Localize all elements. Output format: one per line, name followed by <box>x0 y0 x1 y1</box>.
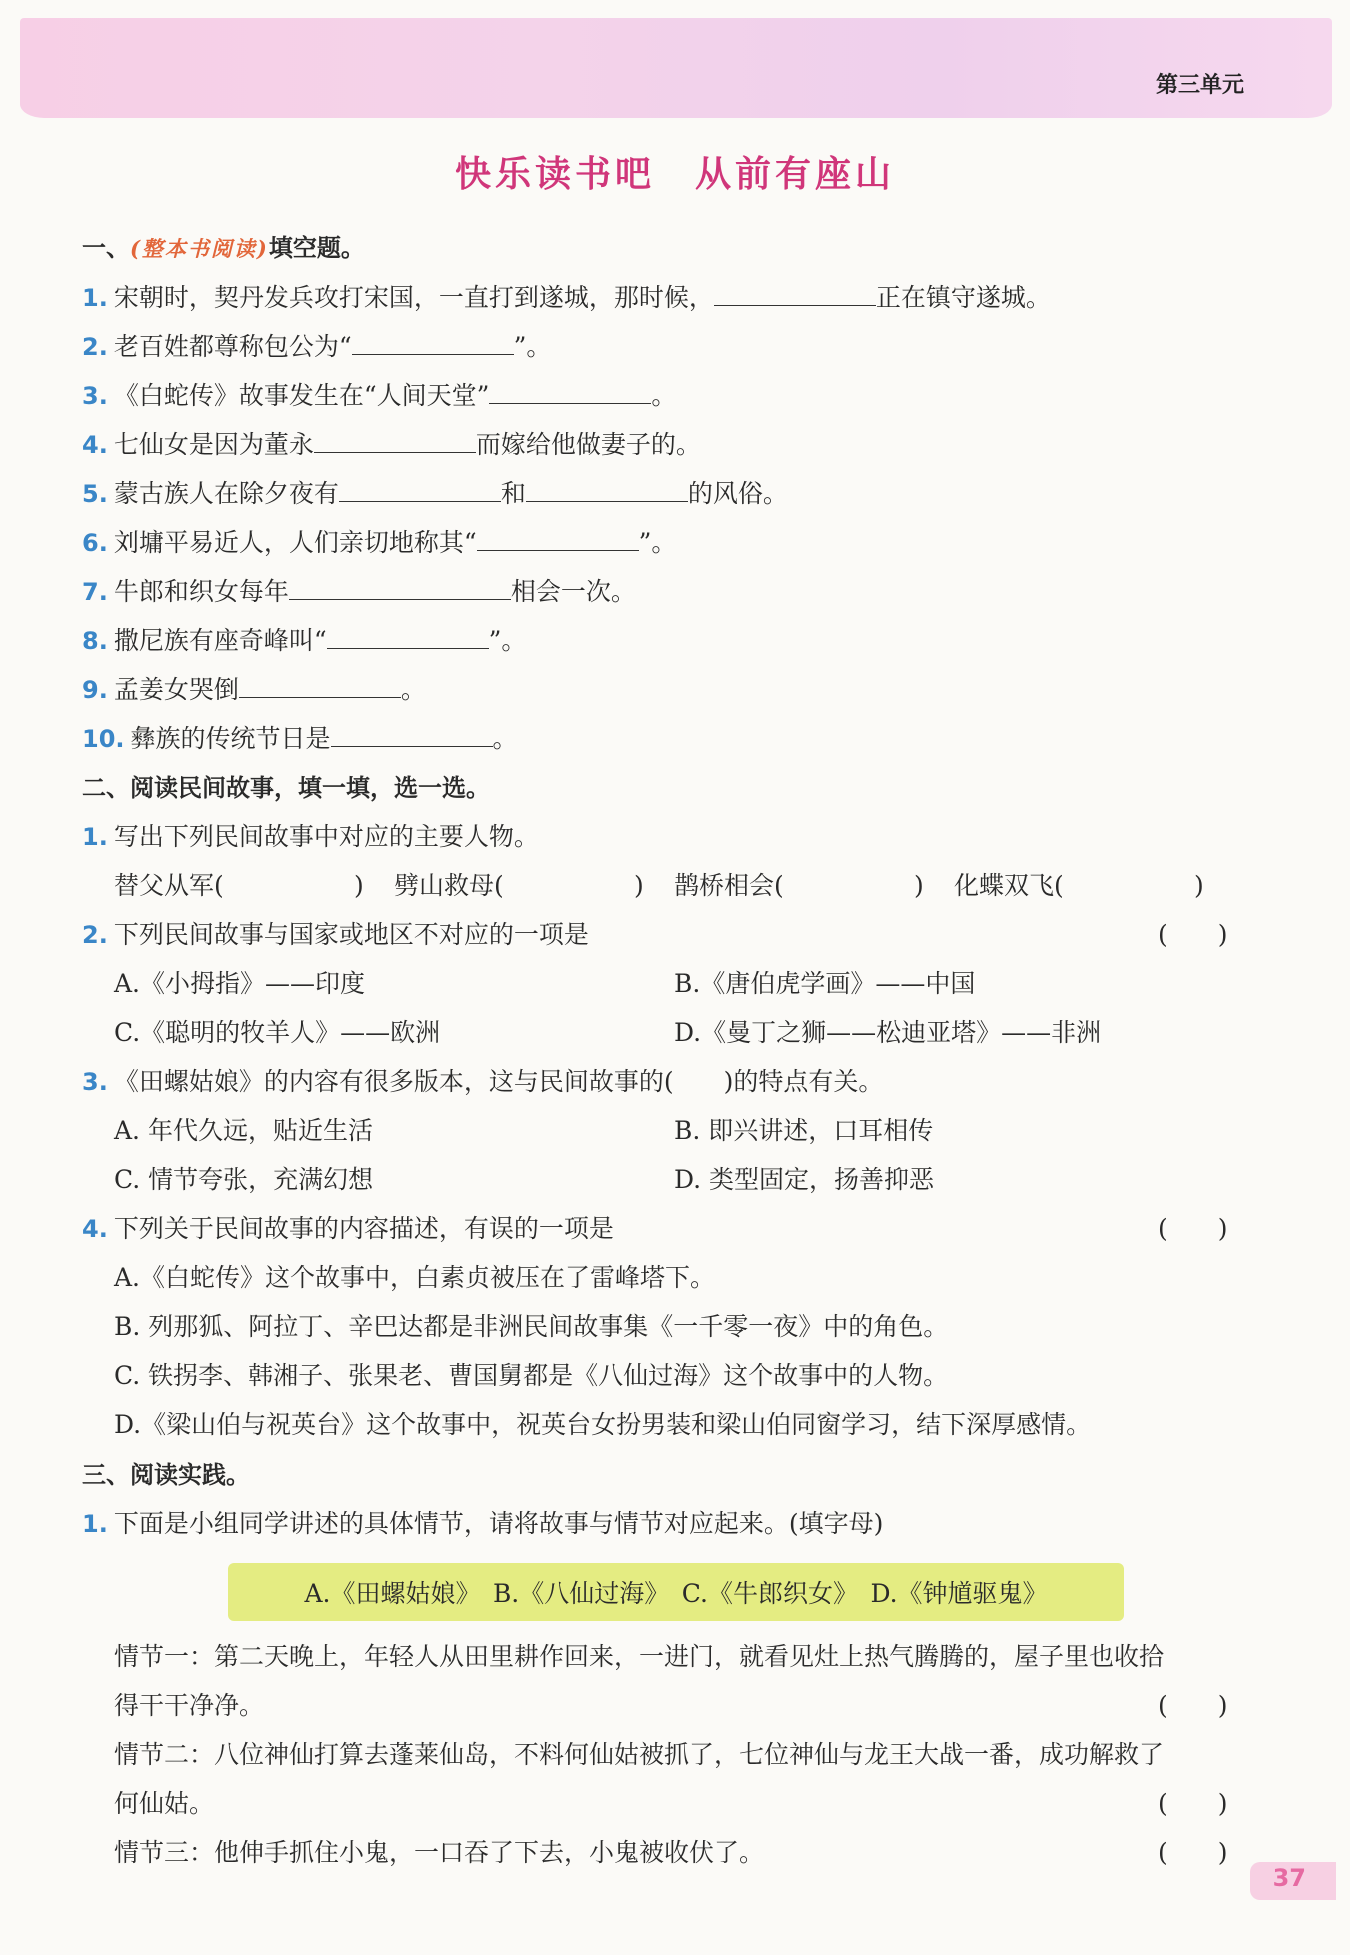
answer-paren[interactable]: ( ) <box>1158 1691 1228 1720</box>
item-text: 七仙女是因为董永 <box>113 430 314 459</box>
answer-blank[interactable] <box>489 379 651 404</box>
item-text: ”。 <box>513 332 552 361</box>
item-text: 相会一次。 <box>510 577 636 606</box>
s2-q1-story-2 <box>394 870 504 902</box>
question-text: 下列关于民间故事的内容描述，有误的一项是 <box>113 1214 614 1243</box>
item-number: 4. <box>82 431 108 459</box>
item-text: 的风俗。 <box>687 479 788 508</box>
story-label: 替父从军( <box>114 871 224 900</box>
item-text: 蒙古族人在除夕夜有 <box>113 479 339 508</box>
s2-q1-story-3 <box>674 870 784 902</box>
item-number: 8. <box>82 627 108 655</box>
answer-blank[interactable] <box>314 428 476 453</box>
item-text: 。 <box>492 724 518 753</box>
item-text: ”。 <box>488 626 527 655</box>
option[interactable]: C. 情节夸张，充满幻想 <box>114 1165 374 1194</box>
section1-title: 填空题。 <box>268 234 365 262</box>
option[interactable]: D.《曼丁之狮——松迪亚塔》——非洲 <box>674 1018 1102 1047</box>
answer-paren[interactable]: ( ) <box>1158 1838 1228 1867</box>
s2-q3 <box>82 1066 883 1098</box>
unit-label: 第三单元 <box>1155 73 1244 98</box>
story-label: 劈山救母( <box>394 871 504 900</box>
answer-blank[interactable] <box>289 575 511 600</box>
fill-item-6 <box>82 526 676 559</box>
option[interactable]: B. 即兴讲述，口耳相传 <box>674 1116 934 1145</box>
answer-paren[interactable]: ( ) <box>1158 1214 1228 1243</box>
answer-blank[interactable] <box>352 330 514 355</box>
header-band <box>20 18 1332 118</box>
question-text: 《田螺姑娘》的内容有很多版本，这与民间故事的( )的特点有关。 <box>113 1067 884 1096</box>
option[interactable]: D. 类型固定，扬善抑恶 <box>674 1165 935 1194</box>
question-number: 1. <box>82 1510 108 1538</box>
answer-blank[interactable] <box>714 281 876 306</box>
answer-blank[interactable] <box>331 722 493 747</box>
option[interactable]: A. 年代久远，贴近生活 <box>114 1116 373 1145</box>
answer-blank[interactable] <box>239 673 401 698</box>
item-text: 宋朝时，契丹发兵攻打宋国，一直打到遂城，那时候， <box>113 283 714 312</box>
story-label: 化蝶双飞( <box>954 871 1064 900</box>
question-number: 1. <box>82 823 108 851</box>
item-text: 。 <box>400 675 426 704</box>
item-text: 《白蛇传》故事发生在“人间天堂” <box>113 381 490 410</box>
fill-item-5 <box>82 477 788 510</box>
question-number: 4. <box>82 1215 108 1243</box>
section1-heading <box>82 232 365 265</box>
question-text: 下面是小组同学讲述的具体情节，请将故事与情节对应起来。(填字母) <box>113 1509 884 1538</box>
s2-q1 <box>82 821 539 853</box>
s3-q1 <box>82 1508 883 1540</box>
option[interactable]: C. 铁拐李、韩湘子、张果老、曹国舅都是《八仙过海》这个故事中的人物。 <box>114 1361 949 1390</box>
option[interactable]: D.《梁山伯与祝英台》这个故事中，祝英台女扮男装和梁山伯同窗学习，结下深厚感情。 <box>114 1410 1092 1439</box>
item-text: 刘墉平易近人，人们亲切地称其“ <box>113 528 477 557</box>
s2-q2 <box>82 919 589 951</box>
fill-item-1 <box>82 281 1051 314</box>
fill-item-10 <box>82 722 518 755</box>
page-number: 37 <box>1272 1864 1306 1892</box>
option[interactable]: B. 列那狐、阿拉丁、辛巴达都是非洲民间故事集《一千零一夜》中的角色。 <box>114 1312 949 1341</box>
plot-2-line-1: 情节二：八位神仙打算去蓬莱仙岛，不料何仙姑被抓了，七位神仙与龙王大战一番，成功解救了 <box>114 1740 1165 1769</box>
s2-q1-story-1 <box>114 870 224 902</box>
plot-2-line-2: 何仙姑。 <box>114 1789 215 1818</box>
item-text: 而嫁给他做妻子的。 <box>475 430 701 459</box>
fill-item-7 <box>82 575 636 608</box>
option[interactable]: A.《小拇指》——印度 <box>114 969 366 998</box>
section3-heading: 三、阅读实践。 <box>82 1461 250 1489</box>
item-number: 10. <box>82 725 125 753</box>
answer-paren-close[interactable]: ) <box>1194 871 1204 900</box>
item-number: 9. <box>82 676 108 704</box>
item-number: 5. <box>82 480 108 508</box>
fill-item-2 <box>82 330 551 363</box>
answer-paren-close[interactable]: ) <box>354 871 364 900</box>
item-number: 7. <box>82 578 108 606</box>
item-text: 孟姜女哭倒 <box>113 675 239 704</box>
fill-item-4 <box>82 428 701 461</box>
question-number: 3. <box>82 1068 108 1096</box>
section2-heading: 二、阅读民间故事，填一填，选一选。 <box>82 774 490 802</box>
item-text: 和 <box>500 479 526 508</box>
fill-item-8 <box>82 624 526 657</box>
answer-paren[interactable]: ( ) <box>1158 1789 1228 1818</box>
plot-3: 情节三：他伸手抓住小鬼，一口吞了下去，小鬼被收伏了。 <box>114 1838 765 1867</box>
section1-number: 一、 <box>82 234 130 262</box>
page-title: 快乐读书吧 从前有座山 <box>454 154 895 195</box>
item-text: 牛郎和织女每年 <box>113 577 289 606</box>
s2-q4 <box>82 1213 614 1245</box>
question-number: 2. <box>82 921 108 949</box>
option[interactable]: A.《白蛇传》这个故事中，白素贞被压在了雷峰塔下。 <box>114 1263 716 1292</box>
item-number: 3. <box>82 382 108 410</box>
question-text: 写出下列民间故事中对应的主要人物。 <box>113 822 539 851</box>
answer-blank[interactable] <box>327 624 489 649</box>
answer-paren[interactable]: ( ) <box>1158 920 1228 949</box>
item-text: ”。 <box>638 528 677 557</box>
item-number: 6. <box>82 529 108 557</box>
plot-1-line-2: 得干干净净。 <box>114 1691 265 1720</box>
fill-item-9 <box>82 673 426 706</box>
s2-q1-story-4 <box>954 870 1064 902</box>
item-number: 2. <box>82 333 108 361</box>
item-text: 。 <box>651 381 677 410</box>
answer-paren-close[interactable]: ) <box>914 871 924 900</box>
story-label: 鹊桥相会( <box>674 871 784 900</box>
fill-item-3 <box>82 379 676 412</box>
item-text: 撒尼族有座奇峰叫“ <box>113 626 327 655</box>
option[interactable]: B.《唐伯虎学画》——中国 <box>674 969 976 998</box>
answer-blank[interactable] <box>339 477 501 502</box>
story-options-banner: A.《田螺姑娘》 B.《八仙过海》 C.《牛郎织女》 D.《钟馗驱鬼》 <box>228 1563 1124 1621</box>
answer-blank[interactable] <box>526 477 688 502</box>
option[interactable]: C.《聪明的牧羊人》——欧洲 <box>114 1018 441 1047</box>
item-number: 1. <box>82 284 108 312</box>
section1-tag: (整本书阅读) <box>130 236 269 261</box>
answer-blank[interactable] <box>477 526 639 551</box>
plot-1-line-1: 情节一：第二天晚上，年轻人从田里耕作回来，一进门，就看见灶上热气腾腾的，屋子里也收拾 <box>114 1642 1165 1671</box>
question-text: 下列民间故事与国家或地区不对应的一项是 <box>113 920 589 949</box>
item-text: 正在镇守遂城。 <box>875 283 1051 312</box>
answer-paren-close[interactable]: ) <box>634 871 644 900</box>
item-text: 老百姓都尊称包公为“ <box>113 332 352 361</box>
item-text: 彝族的传统节日是 <box>130 724 331 753</box>
